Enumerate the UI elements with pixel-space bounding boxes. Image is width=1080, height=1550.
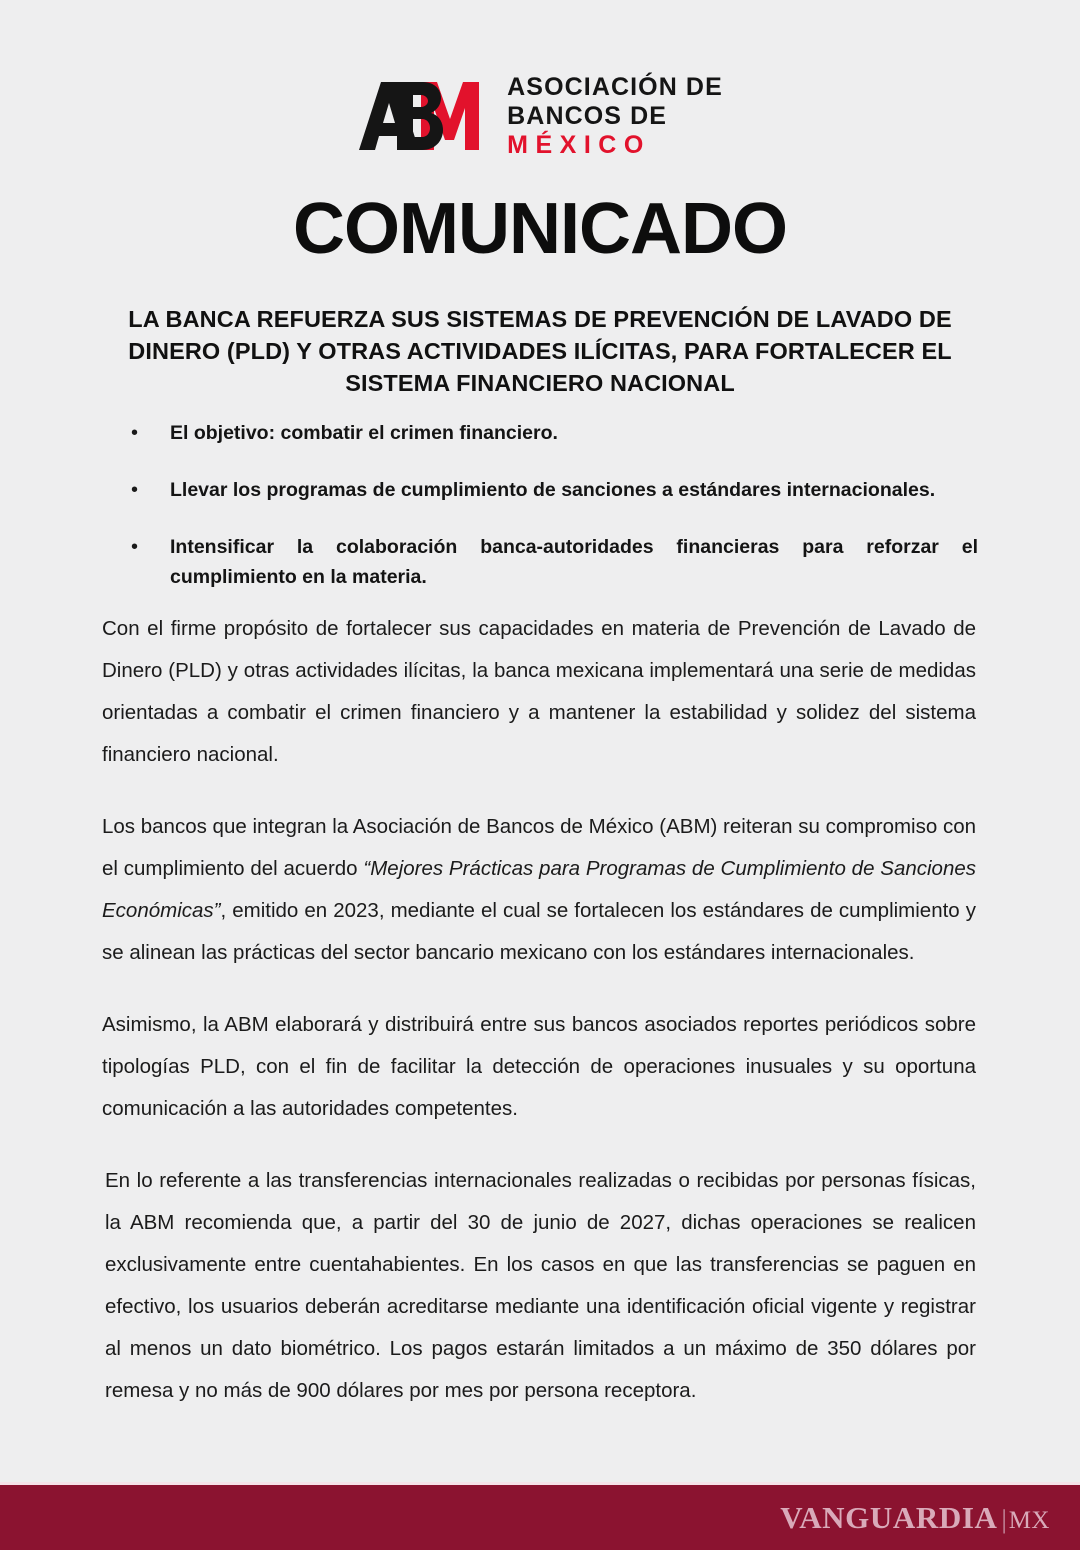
bullet-dot-icon: • — [131, 479, 139, 501]
abm-logo — [0, 72, 1080, 158]
list-item — [102, 418, 978, 449]
logo-line-mexico: MÉXICO — [507, 130, 651, 159]
list-item — [102, 475, 978, 506]
logo-line-asociacion: ASOCIACIÓN DE — [507, 72, 723, 101]
list-item — [102, 532, 978, 592]
vanguardia-separator: | — [1001, 1504, 1007, 1534]
vanguardia-suffix: MX — [1008, 1506, 1050, 1534]
abm-logo-wordmark — [507, 73, 723, 158]
bullet-dot-icon: • — [131, 422, 139, 444]
list-item-label: Intensificar la colaboración banca-autoridades financieras para reforzar el cumplimiento en la materia. — [170, 536, 978, 589]
paragraph-2-tail: , emitido en 2023, mediante el cual se fortalecen los estándares de cumplimiento y se alinean las prácticas del sector bancario mexicano con los estándares internacionales. — [102, 899, 976, 965]
page-title: COMUNICADO — [293, 189, 787, 269]
vanguardia-logo[interactable] — [780, 1500, 1050, 1536]
abm-monogram-icon — [357, 72, 493, 158]
bullet-dot-icon: • — [131, 536, 139, 558]
list-item-label: Llevar los programas de cumplimiento de sanciones a estándares internacionales. — [170, 479, 936, 501]
paragraph-2-quoted-title: “Mejores Prácticas para Programas de Cumplimiento de Sanciones Económicas” — [102, 857, 977, 923]
paragraph-3: Asimismo, la ABM elaborará y distribuirá entre sus bancos asociados reportes periódicos sobre tipologías PLD, con el fin de facilitar la detección de operaciones inusuales y su oportuna comunicación a las autoridades competentes. — [102, 1013, 976, 1121]
abm-logo-inner — [357, 72, 723, 158]
paragraph-2 — [102, 806, 976, 974]
list-item-label: El objetivo: combatir el crimen financiero. — [170, 422, 558, 444]
paragraph-4: En lo referente a las transferencias internacionales realizadas o recibidas por personas físicas, la ABM recomienda que, a partir del 30 de junio de 2027, dichas operaciones se realicen exclusivamente entre cuentahabientes. En los casos en que las transferencias se paguen en efectivo, los usuarios deberán acreditarse mediante una identificación oficial vigente y registrar al menos un dato biométrico. Los pagos estarán limitados a un máximo de 350 dólares por remesa y no más de 900 dólares por mes por persona receptora. — [105, 1169, 976, 1403]
body-content — [102, 608, 976, 1412]
logo-line-bancos: BANCOS DE — [507, 101, 668, 130]
page-subtitle: LA BANCA REFUERZA SUS SISTEMAS DE PREVENCIÓN DE LAVADO DE DINERO (PLD) Y OTRAS ACTIVIDADES ILÍCITAS, PARA FORTALECER EL SISTEMA FINANCIERO NACIONAL — [128, 306, 952, 397]
paragraph-2-lead: Los bancos que integran la Asociación de Bancos de México (ABM) reiteran su compromiso con el cumplimiento del acuerdo — [102, 815, 976, 881]
key-points-list — [102, 418, 978, 618]
vanguardia-wordmark: VANGUARDIA — [780, 1499, 998, 1535]
footer-band — [0, 1485, 1080, 1550]
paragraph-1: Con el firme propósito de fortalecer sus capacidades en materia de Prevención de Lavado de Dinero (PLD) y otras actividades ilícitas, la banca mexicana implementará una serie de medidas orientadas a combatir el crimen financiero y a mantener la estabilidad y solidez del sistema financiero nacional. — [102, 617, 976, 767]
